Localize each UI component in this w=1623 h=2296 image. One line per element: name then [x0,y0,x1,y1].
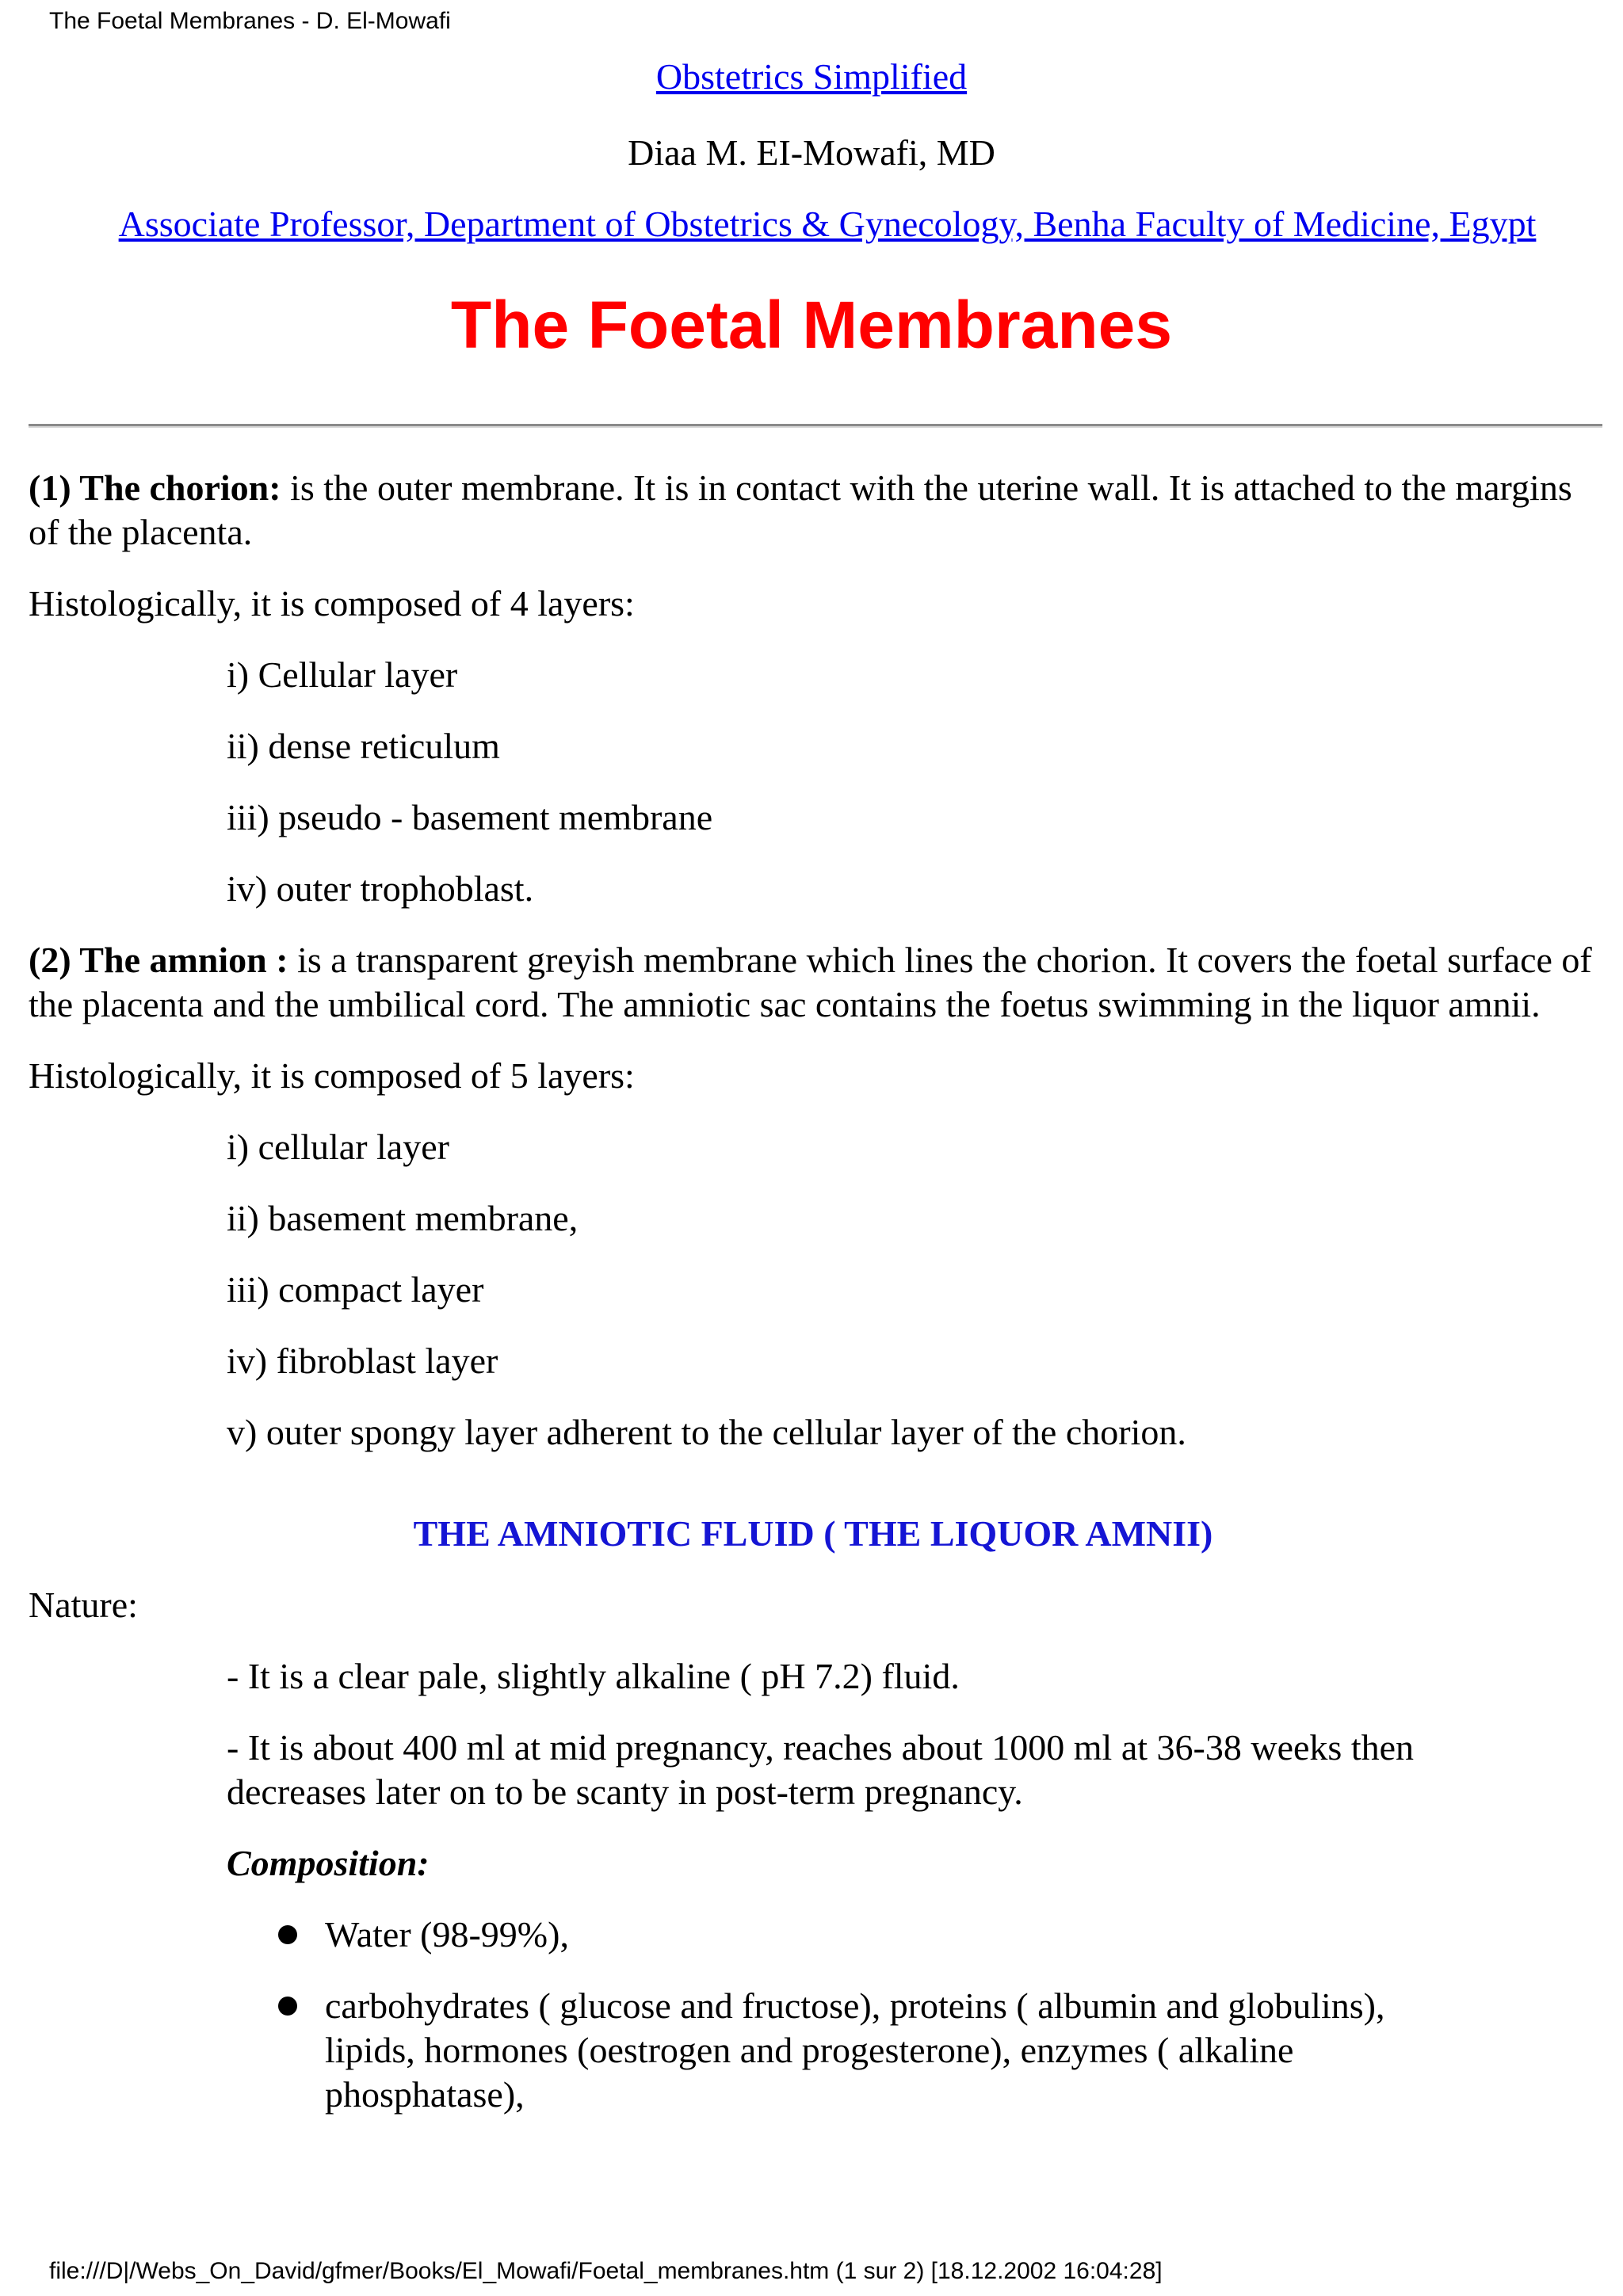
print-header: The Foetal Membranes - D. El-Mowafi [49,8,451,34]
list-item [278,1984,1427,2117]
composition-item-text: Water (98-99%), [325,1914,569,1955]
chorion-layer: iii) pseudo - basement membrane [227,797,713,837]
amniotic-fluid-heading: THE AMNIOTIC FLUID ( THE LIQUOR AMNII) [413,1513,1213,1554]
nature-point: - It is about 400 ml at mid pregnancy, reaches about 1000 ml at 36-38 weeks then decreases later on to be scanty in post-term pregnancy. [227,1727,1415,1812]
bullet-icon [278,1925,297,1944]
composition-label-text: Composition: [227,1843,430,1883]
article-body [29,466,1598,2144]
chorion-label: (1) The chorion: [29,467,281,508]
print-footer: file:///D|/Webs_On_David/gfmer/Books/El_Mowafi/Foetal_membranes.htm (1 sur 2) [18.12.2002 16:04:28] [49,2258,1163,2284]
composition-list [278,1913,1427,2117]
amnion-paragraph [29,938,1598,1027]
amnion-layer: ii) basement membrane, [227,1198,579,1238]
composition-label [227,1841,1598,1886]
amnion-layer: iii) compact layer [227,1269,484,1310]
book-link[interactable]: Obstetrics Simplified [655,56,968,97]
chorion-text: is the outer membrane. It is in contact with the uterine wall. It is attached to the margins of the placenta. [29,467,1572,552]
bullet-icon [278,1997,297,2016]
amnion-text: is a transparent greyish membrane which lines the chorion. It covers the foetal surface of the placenta and the umbilical cord. The amniotic sac contains the foetus swimming in the liquor amnii. [29,940,1592,1024]
amnion-layer: v) outer spongy layer adherent to the cellular layer of the chorion. [227,1412,1186,1452]
list-item [278,1913,1427,1957]
book-link-line [0,55,1623,97]
nature-label: Nature: [29,1585,138,1625]
horizontal-divider [29,424,1602,428]
chorion-layer: i) Cellular layer [227,654,458,695]
amnion-label: (2) The amnion : [29,940,288,980]
page-title: The Foetal Membranes [450,288,1173,362]
chorion-layer: ii) dense reticulum [227,726,500,766]
nature-point: - It is a clear pale, slightly alkaline ( pH 7.2) fluid. [227,1656,960,1696]
chorion-paragraph [29,466,1598,555]
amnion-histology-intro: Histologically, it is composed of 5 layers: [29,1055,635,1096]
chorion-histology-intro: Histologically, it is composed of 4 layers: [29,583,635,624]
affiliation-line [16,203,1623,245]
affiliation-link[interactable]: Associate Professor, Department of Obstetrics & Gynecology, Benha Faculty of Medicine, Egypt [118,204,1537,244]
composition-item-text: carbohydrates ( glucose and fructose), proteins ( albumin and globulins), lipids, hormones (oestrogen and progesterone), enzymes ( alkaline phosphatase), [325,1985,1385,2115]
amnion-layer: i) cellular layer [227,1127,449,1167]
author-name: Diaa M. EI-Mowafi, MD [628,132,995,173]
chorion-layer: iv) outer trophoblast. [227,868,534,909]
amnion-layer: iv) fibroblast layer [227,1341,498,1381]
